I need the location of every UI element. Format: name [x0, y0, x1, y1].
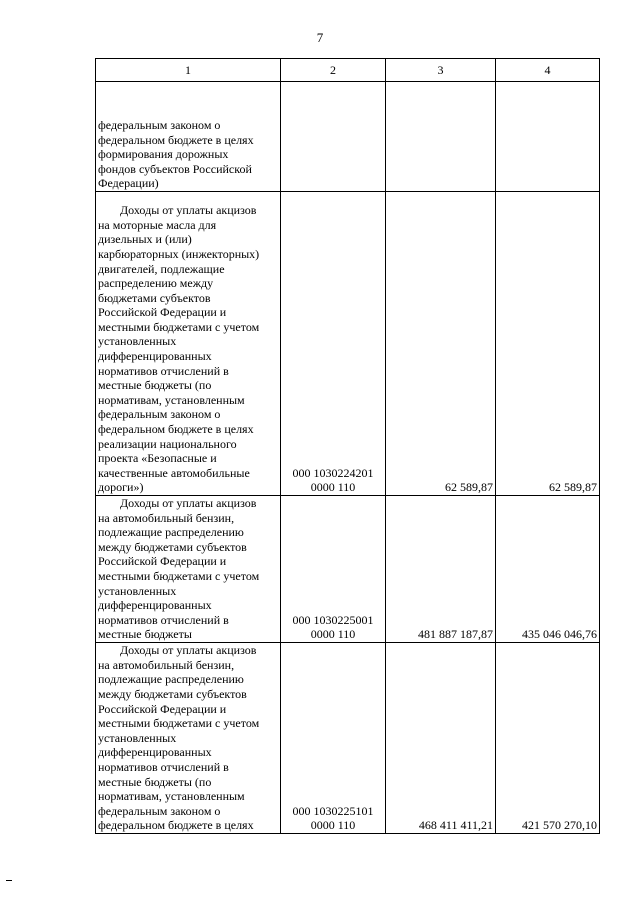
description-line: Российской Федерации и: [98, 701, 227, 716]
description-line: реализации национального: [98, 436, 237, 451]
description-line: местными бюджетами с учетом: [98, 569, 260, 584]
description-line: подлежащие распределению: [98, 525, 244, 540]
description-line: местными бюджетами с учетом: [98, 319, 260, 334]
description-line: Федерации): [98, 176, 159, 191]
row-value-4: 421 570 270,10: [496, 643, 600, 834]
description-line: дифференцированных: [98, 745, 212, 760]
row-value-3: 62 589,87: [386, 192, 496, 496]
description-line: дифференцированных: [98, 598, 212, 613]
row-value-4: 435 046 046,76: [496, 496, 600, 643]
description-line: фондов субъектов Российской: [98, 161, 252, 176]
description-line: дифференцированных: [98, 349, 212, 364]
description-line: федеральным законом о: [98, 118, 221, 133]
description-line: Российской Федерации и: [98, 554, 227, 569]
row-code: [281, 496, 386, 643]
description-line: установленных: [98, 583, 177, 598]
description-line: подлежащие распределению: [98, 672, 244, 687]
description-line: между бюджетами субъектов: [98, 539, 247, 554]
row-code: [281, 192, 386, 496]
description-line: нормативов отчислений в: [98, 363, 229, 378]
description-line: на моторные масла для: [98, 217, 217, 232]
description-line: распределению между: [98, 276, 214, 291]
scan-edge-mark: [6, 880, 12, 881]
description-line: нормативов отчислений в: [98, 612, 229, 627]
description-line: Доходы от уплаты акцизов: [120, 643, 257, 658]
code-line: 0000 110: [310, 627, 356, 642]
description-line: федеральном бюджете в целях: [98, 818, 254, 833]
description-line: местные бюджеты (по: [98, 774, 212, 789]
description-line: установленных: [98, 334, 177, 349]
row-value-4: 62 589,87: [496, 192, 600, 496]
code-line: 0000 110: [310, 818, 356, 833]
column-header-3: 3: [386, 59, 496, 82]
description-line: качественные автомобильные: [98, 465, 250, 480]
row-value-4: [496, 82, 600, 192]
description-line: Российской Федерации и: [98, 305, 227, 320]
row-value-3: 481 887 187,87: [386, 496, 496, 643]
description-line: местными бюджетами с учетом: [98, 716, 260, 731]
table-row: [96, 496, 600, 643]
description-line: бюджетами субъектов: [98, 290, 211, 305]
description-line: нормативам, установленным: [98, 789, 245, 804]
description-line: нормативов отчислений в: [98, 760, 229, 775]
row-description: [96, 643, 281, 834]
description-line: формирования дорожных: [98, 147, 229, 162]
row-description: [96, 496, 281, 643]
table-row: [96, 82, 600, 192]
description-line: на автомобильный бензин,: [98, 657, 235, 672]
column-header-1: 1: [96, 59, 281, 82]
budget-revenue-table: [95, 58, 600, 834]
code-line: 0000 110: [310, 480, 356, 495]
description-line: дороги»): [98, 480, 144, 495]
row-value-3: [386, 82, 496, 192]
table-row: [96, 192, 600, 496]
row-value-3: 468 411 411,21: [386, 643, 496, 834]
row-code: [281, 643, 386, 834]
row-description: [96, 82, 281, 192]
description-line: на автомобильный бензин,: [98, 510, 235, 525]
table-header-row: [96, 59, 600, 82]
description-line: федеральным законом о: [98, 407, 221, 422]
column-header-2: 2: [281, 59, 386, 82]
description-line: федеральном бюджете в целях: [98, 132, 254, 147]
code-line: 000 1030225001: [292, 612, 374, 627]
description-line: федеральным законом о: [98, 803, 221, 818]
description-line: карбюраторных (инжекторных): [98, 246, 260, 261]
description-line: местные бюджеты: [98, 627, 192, 642]
row-description: [96, 192, 281, 496]
description-line: проекта «Безопасные и: [98, 451, 217, 466]
table-row: [96, 643, 600, 834]
page-number: 7: [316, 30, 324, 45]
description-line: нормативам, установленным: [98, 392, 245, 407]
description-line: между бюджетами субъектов: [98, 687, 247, 702]
description-line: Доходы от уплаты акцизов: [120, 203, 257, 218]
description-line: двигателей, подлежащие: [98, 261, 225, 276]
description-line: федеральном бюджете в целях: [98, 422, 254, 437]
description-line: местные бюджеты (по: [98, 378, 212, 393]
column-header-4: 4: [496, 59, 600, 82]
code-line: 000 1030225101: [292, 803, 374, 818]
description-line: установленных: [98, 730, 177, 745]
row-code: [281, 82, 386, 192]
code-line: 000 1030224201: [292, 465, 374, 480]
description-line: Доходы от уплаты акцизов: [120, 496, 257, 511]
description-line: дизельных и (или): [98, 232, 192, 247]
